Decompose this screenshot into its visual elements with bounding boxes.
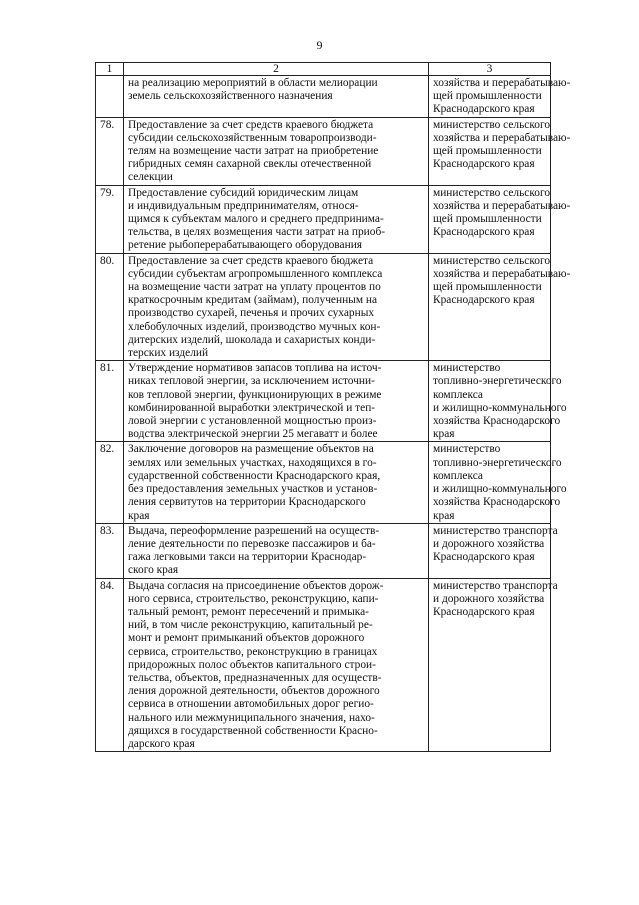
description-line: комбинированной выработки электрической и теп- <box>128 401 376 414</box>
authority-line: министерство <box>433 443 501 456</box>
table-row <box>96 117 551 185</box>
description-line: субсидии субъектам агропромышленного комплекса <box>128 267 383 280</box>
column-header-authority: 3 <box>429 63 551 76</box>
description-line: землях или земельных участках, находящихся в го- <box>128 456 377 469</box>
row-number: 78. <box>96 117 124 185</box>
description-line: производство сухарей, печенья и прочих сухарных <box>128 307 375 320</box>
description-line: и индивидуальным предпринимателям, относя- <box>128 199 359 212</box>
description-line: ления дорожной деятельности, объектов дорожного <box>128 685 380 698</box>
description-line: тельства, в целях возмещения части затрат на приоб- <box>128 226 386 239</box>
description-line: Предоставление за счет средств краевого бюджета <box>128 254 374 267</box>
authority-line: хозяйства и перерабатываю- <box>433 131 571 144</box>
authority-line: щей промышленности <box>433 213 542 226</box>
description-line: ний, в том числе реконструкцию, капитальный ре- <box>128 619 373 632</box>
row-description <box>124 523 429 578</box>
description-line: сервиса, строительство, реконструкцию в границах <box>128 645 378 658</box>
row-authority <box>429 578 558 752</box>
page-number: 9 <box>316 38 323 52</box>
table-row <box>96 253 551 361</box>
description-line: щимся к субъектам малого и среднего предпринима- <box>128 213 384 226</box>
description-line: без предоставления земельных участков и установ- <box>128 483 378 496</box>
description-line: на реализацию мероприятий в области мелиорации <box>128 77 378 89</box>
description-line: гажа легковыми такси на территории Краснодар- <box>128 551 367 564</box>
description-line: ление деятельности по перевозке пассажиров и ба- <box>128 537 376 550</box>
description-line: терских изделий <box>128 347 209 360</box>
authority-line: министерство транспорта <box>433 579 558 592</box>
row-number: 79. <box>96 185 124 253</box>
row-description <box>124 578 429 752</box>
description-line: ления сервитутов на территории Краснодарского <box>128 496 366 509</box>
authority-line: топливно-энергетического <box>433 456 562 469</box>
authority-line: Краснодарского края <box>433 551 535 564</box>
table-row <box>96 76 551 118</box>
row-number: 84. <box>96 578 124 752</box>
row-description <box>124 253 429 361</box>
description-line: краткосрочным кредитам (займам), полученным на <box>128 294 378 307</box>
table-row <box>96 185 551 253</box>
authority-line: хозяйства Краснодарского <box>433 496 561 509</box>
description-line: тальный ремонт, ремонт пересечений и примыка- <box>128 605 369 618</box>
description-line: ского края <box>128 564 179 577</box>
column-header-number: 1 <box>96 63 124 76</box>
row-authority <box>429 76 571 118</box>
row-description <box>124 76 429 118</box>
authority-line: и дорожного хозяйства <box>433 592 545 605</box>
description-line: водства электрической энергии 25 мегаватт и более <box>128 428 378 441</box>
table-header-row <box>96 63 551 76</box>
description-line: ловой энергии с установленной мощностью произ- <box>128 415 377 428</box>
authority-line: щей промышленности <box>433 281 542 294</box>
table-row <box>96 361 551 442</box>
row-number: 81. <box>96 361 124 442</box>
authority-line: хозяйства и перерабатываю- <box>433 199 571 212</box>
row-authority <box>429 117 571 185</box>
row-authority <box>429 361 567 442</box>
authority-line: и жилищно-коммунального <box>433 401 567 414</box>
description-line: дящихся в государственной собственности Красно- <box>128 724 378 737</box>
description-line: на возмещение части затрат на уплату процентов по <box>128 281 381 294</box>
authority-line: щей промышленности <box>433 90 542 103</box>
table-row <box>96 442 551 523</box>
row-number: 82. <box>96 442 124 523</box>
row-description <box>124 185 429 253</box>
authority-line: министерство транспорта <box>433 524 558 537</box>
description-line: сервиса в отношении автомобильных дорог регио- <box>128 698 374 711</box>
row-authority <box>429 253 571 361</box>
authority-line: хозяйства Краснодарского <box>433 415 561 428</box>
authority-line: топливно-энергетического <box>433 375 562 388</box>
description-line: Выдача, переоформление разрешений на осуществ- <box>128 524 380 537</box>
description-line: дарского края <box>128 737 195 750</box>
authority-line: Краснодарского края <box>433 294 535 307</box>
row-authority <box>429 523 558 578</box>
authority-line: края <box>433 428 455 441</box>
authority-line: щей промышленности <box>433 145 542 158</box>
description-line: гибридных семян сахарной свеклы отечественной <box>128 158 372 171</box>
description-line: селекции <box>128 171 173 184</box>
row-description <box>124 117 429 185</box>
authority-line: Краснодарского края <box>433 226 535 239</box>
description-line: нального или межмуниципального значения, нахо- <box>128 711 375 724</box>
authority-line: Краснодарского края <box>433 103 535 116</box>
description-line: земель сельскохозяйственного назначения <box>128 90 333 103</box>
description-line: дитерских изделий, шоколада и сахаристых конди- <box>128 333 376 346</box>
authority-line: края <box>433 509 455 522</box>
authority-line: министерство сельского <box>433 186 551 199</box>
row-authority <box>429 442 567 523</box>
authority-line: комплекса <box>433 469 483 482</box>
authority-line: министерство сельского <box>433 254 551 267</box>
description-line: никах тепловой энергии, за исключением источни- <box>128 375 375 388</box>
description-line: Предоставление за счет средств краевого бюджета <box>128 118 374 131</box>
table-row <box>96 523 551 578</box>
description-line: ков тепловой энергии, функционирующих в режиме <box>128 388 382 401</box>
description-line: тельства, объектов, предназначенных для осуществ- <box>128 671 382 684</box>
description-line: монт и ремонт примыканий объектов дорожного <box>128 632 365 645</box>
description-line: телям на возмещение части затрат на приобретение <box>128 145 379 158</box>
description-line: ного сервиса, строительство, реконструкцию, капи- <box>128 592 379 605</box>
description-line: субсидии сельскохозяйственным товаропроизводи- <box>128 131 377 144</box>
description-line: Утверждение нормативов запасов топлива на источ- <box>128 362 382 375</box>
row-number <box>96 76 124 118</box>
authority-line: Краснодарского края <box>433 158 535 171</box>
authority-line: министерство <box>433 362 501 375</box>
description-line: Выдача согласия на присоединение объектов дорож- <box>128 579 384 592</box>
row-description <box>124 442 429 523</box>
authority-line: комплекса <box>433 388 483 401</box>
services-table <box>95 62 571 752</box>
description-line: края <box>128 509 150 522</box>
authority-line: и жилищно-коммунального <box>433 483 567 496</box>
row-description <box>124 361 429 442</box>
authority-line: и дорожного хозяйства <box>433 537 545 550</box>
column-header-description: 2 <box>124 63 429 76</box>
description-line: хлебобулочных изделий, производство мучных кон- <box>128 320 381 333</box>
authority-line: министерство сельского <box>433 118 551 131</box>
row-authority <box>429 185 571 253</box>
description-line: Заключение договоров на размещение объектов на <box>128 443 374 456</box>
row-number: 80. <box>96 253 124 361</box>
row-number: 83. <box>96 523 124 578</box>
description-line: сударственной собственности Краснодарского края, <box>128 469 381 482</box>
description-line: ретение рыбоперерабатывающего оборудования <box>128 239 363 252</box>
description-line: придорожных полос объектов капитального строи- <box>128 658 376 671</box>
authority-line: Краснодарского края <box>433 605 535 618</box>
authority-line: хозяйства и перерабатываю- <box>433 77 571 89</box>
table-row <box>96 578 551 752</box>
description-line: Предоставление субсидий юридическим лицам <box>128 186 359 199</box>
authority-line: хозяйства и перерабатываю- <box>433 267 571 280</box>
